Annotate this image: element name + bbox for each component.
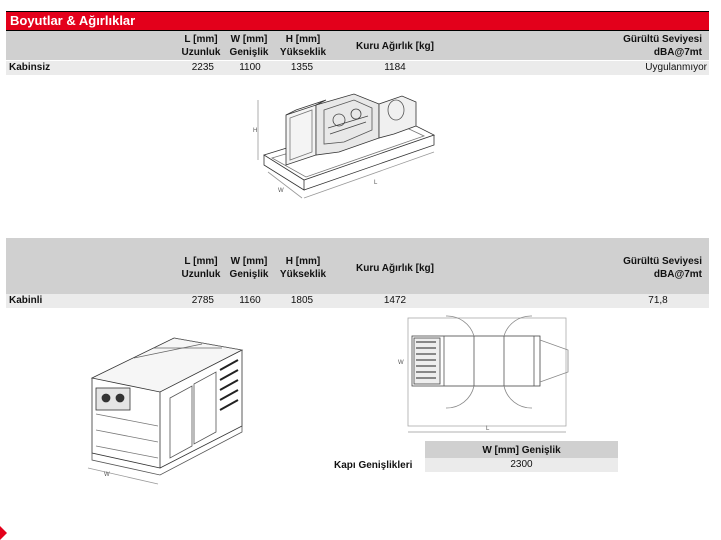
svg-text:W: W [104, 472, 110, 478]
canopy-type-name: Kabinli [9, 295, 43, 306]
corner-arrow-icon [0, 526, 8, 540]
open-weight: 1184 [384, 62, 406, 73]
door-width-header: W [mm] Genişlik [482, 445, 561, 456]
svg-text:W: W [278, 188, 284, 194]
door-width-value: 2300 [510, 459, 533, 470]
canopy-length: 2785 [191, 295, 214, 306]
open-width: 1100 [239, 62, 261, 73]
col-noise-header-2: Gürültü Seviyesi dBA@7mt [623, 256, 702, 280]
col-width-header: W [mm] Genişlik [229, 34, 269, 58]
col-weight-header-2: Kuru Ağırlık [kg] [356, 263, 434, 274]
col-width-header-2: W [mm] Genişlik [229, 256, 269, 280]
section-title: Boyutlar & Ağırlıklar [10, 13, 136, 28]
canopy-weight: 1472 [383, 295, 407, 306]
open-noise: Uygulanmıyor [645, 62, 707, 73]
open-generator-drawing [244, 80, 444, 218]
col-weight-header: Kuru Ağırlık [kg] [356, 41, 434, 52]
open-height: 1355 [290, 62, 314, 73]
canopy-noise: 71,8 [648, 295, 668, 306]
col-length-header: L [mm] Uzunluk [181, 34, 221, 58]
svg-text:L: L [374, 180, 378, 186]
canopy-generator-drawing [74, 318, 256, 490]
canopy-top-view-drawing [394, 314, 584, 438]
open-length: 2235 [191, 62, 214, 73]
col-length-header-2: L [mm] Uzunluk [181, 256, 221, 280]
open-type-name: Kabinsiz [9, 62, 51, 73]
svg-text:H: H [253, 128, 258, 134]
canopy-width: 1160 [239, 295, 261, 306]
door-width-label: Kapı Genişlikleri [334, 460, 413, 471]
svg-text:W: W [398, 360, 404, 366]
col-noise-header: Gürültü Seviyesi dBA@7mt [623, 34, 702, 58]
canopy-height: 1805 [290, 295, 314, 306]
canopy-table-row [6, 294, 709, 308]
section-title-bar [6, 11, 709, 31]
col-height-header: H [mm] Yükseklik [279, 34, 327, 58]
svg-text:L: L [486, 426, 490, 432]
col-height-header-2: H [mm] Yükseklik [279, 256, 327, 280]
